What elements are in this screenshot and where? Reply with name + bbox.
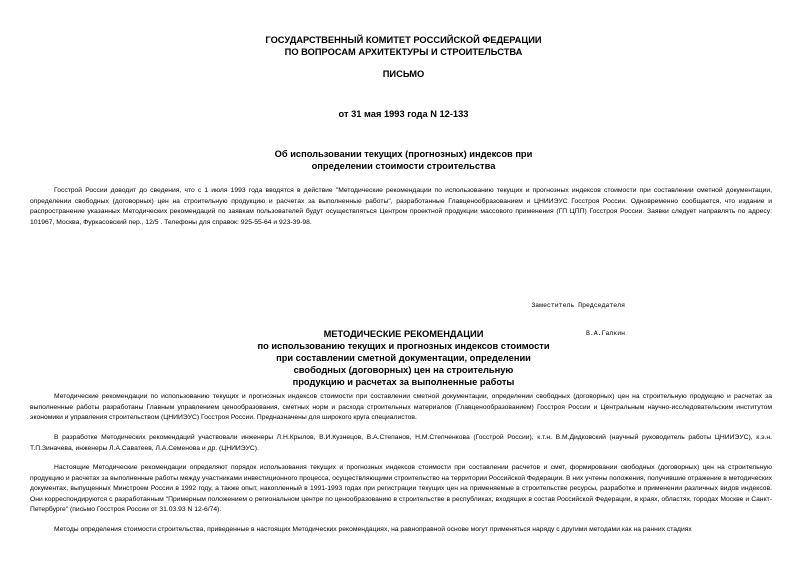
signature-name: В.А.Галкин [585, 330, 625, 338]
recommendations-paragraph-2: В разработке Методических рекомендаций участвовали инженеры Л.Н.Крылов, В.И.Кузнецов, В.А.Степанов, Н.М.Степченкова (Госстрой России), к.т.н. В.М.Дидковский (научный руководитель работы ЦНИИЭУС), к.э.н. Т.П.Зиначева, инженеры Л.А.Саватеев, Л.А.Семенова и др. (ЦНИИЭУС). [30, 434, 772, 452]
org-name-line2: ПО ВОПРОСАМ АРХИТЕКТУРЫ И СТРОИТЕЛЬСТВА [284, 47, 523, 57]
org-name-line1: ГОСУДАРСТВЕННЫЙ КОМИТЕТ РОССИЙСКОЙ ФЕДЕРАЦИИ [265, 35, 542, 45]
letter-body: Госстрой России доводит до сведения, что с 1 июля 1993 года вводятся в действие "Методические рекомендации по использованию текущих и прогнозных индексов стоимости при составлении сметной документации, определении свободных (договорных) цен на строительную продукцию и расчетах за выполненные работы", разработанные Главценообразованием и ЦНИИЭУС Госстроя России. Одновременно сообщается, что издание и распространение указанных Методических рекомендаций по заявкам пользователей будут осуществляться Центром проектной продукции массового применения (ГП ЦПП) Госстроя России. Заявки следует направлять по адресу: 101967, Москва, Фуркасовский пер., 12/5 . Телефоны для справок: 925-55-64 и 923-39-98. [30, 187, 772, 226]
doc-date-number: от 31 мая 1993 года N 12-133 [338, 109, 469, 119]
recommendations-subtitle-line1: по использованию текущих и прогнозных индексов стоимости [257, 341, 550, 351]
recommendations-subtitle-line2: при составлении сметной документации, определении [276, 353, 531, 363]
recommendations-subtitle-line4: продукцию и расчетах за выполненные работы [292, 377, 515, 387]
doc-type-heading: ПИСЬМО [382, 69, 425, 79]
letter-subject-line2: определении стоимости строительства [311, 161, 496, 171]
recommendations-subtitle-line3: свободных (договорных) цен на строительную [293, 365, 514, 375]
recommendations-paragraph-1: Методические рекомендации по использованию текущих и прогнозных индексов стоимости при составлении сметной документации, определении свободных (договорных) цен на строительную продукцию и расчетах за выполненные работы разработаны Главным управлением ценообразования, сметных норм и расхода строительных материалов (Главценообразованием) Госстроя России и Центральным научно-исследовательским институтом экономики и управления строительством (ЦНИИЭУС) Госстроя России. Предназначены для широкого круга специалистов. [30, 393, 772, 422]
signature-position: Заместитель Председателя [531, 301, 625, 309]
recommendations-title: МЕТОДИЧЕСКИЕ РЕКОМЕНДАЦИИ [323, 329, 484, 339]
recommendations-paragraph-3: Настоящие Методические рекомендации определяют порядок использования текущих и прогнозных индексов стоимости при составлении расчетов и смет, формировании свободных (договорных) цен на строительную продукцию и расчетах за выполненные работы между участниками инвестиционного процесса, осуществляющими строительство на территории Российской Федерации. В них учтены положения, получившие отражение в методических документах, выпущенных Минстроем России в 1992 году, а также опыт, накопленный в 1991-1993 годах при регистрации текущих цен на применяемые в строительстве ресурсы, разработке и применении различных видов индексов. Они корреспондируются с разработанным "Примерным положением о региональном центре по ценообразованию в строительстве в республиках, входящих в состав Российской Федерации, в краях, областях, городах Москве и Санкт-Петербурге" (письмо Госстроя России от 31.03.93 N 12-6/74). [30, 464, 772, 514]
recommendations-paragraph-4: Методы определения стоимости строительства, приведенные в настоящих Методических рекомендациях, на равноправной основе могут применяться наряду с другими методами как на ранних стадиях [54, 526, 692, 533]
letter-subject-line1: Об использовании текущих (прогнозных) индексов при [274, 149, 533, 159]
